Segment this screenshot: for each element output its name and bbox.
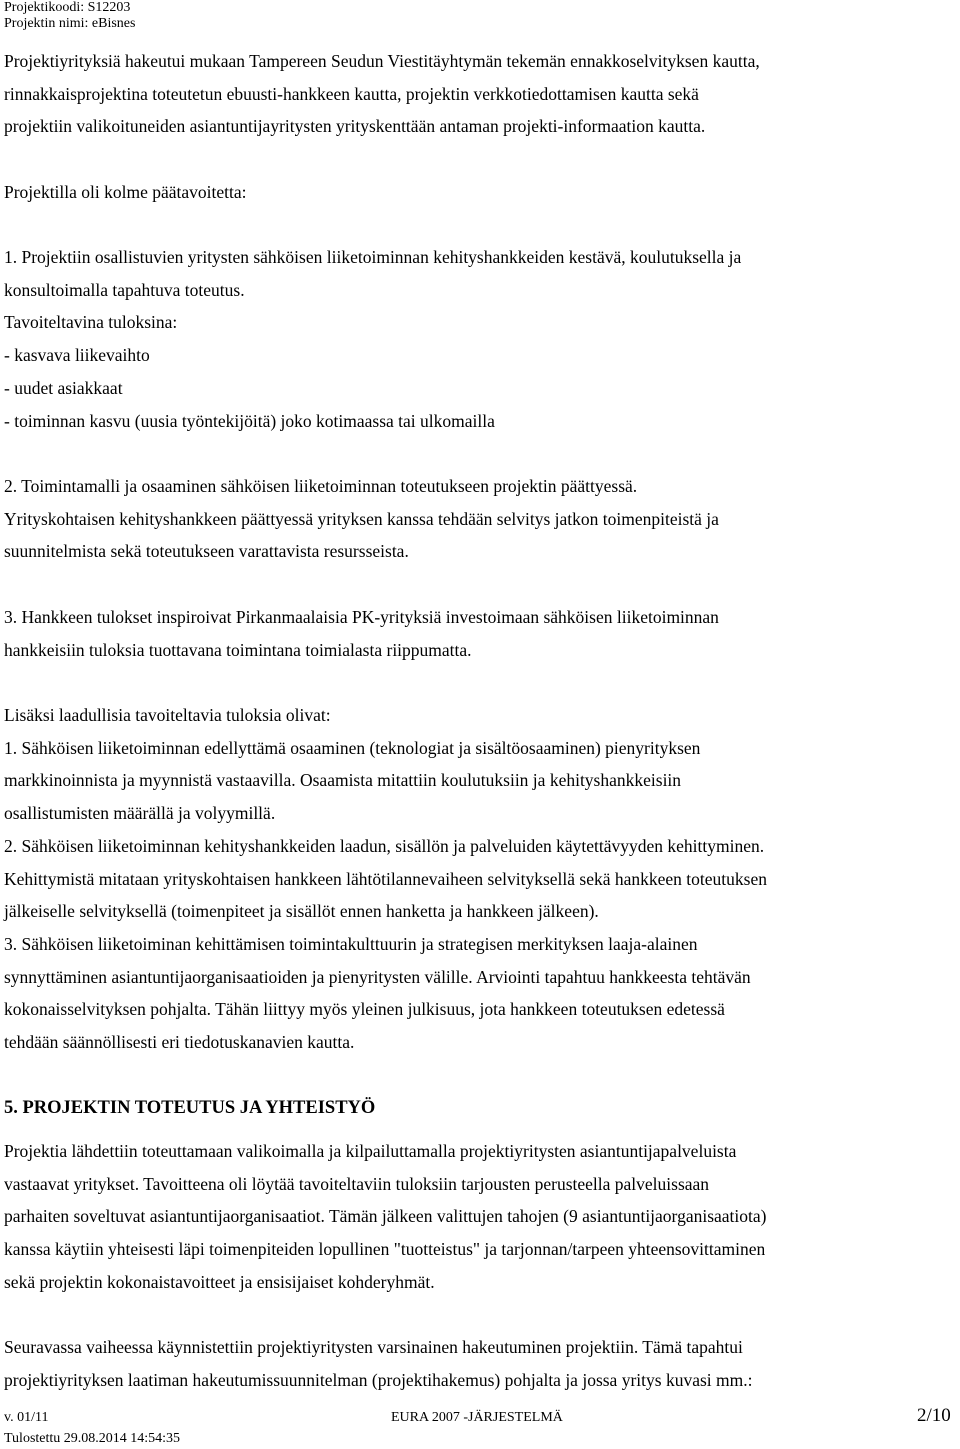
text-line: synnyttäminen asiantuntijaorganisaatioiden ja pienyritysten välille. Arviointi tapahtuu hankkeesta tehtävän [4, 966, 751, 987]
text-line: parhaiten soveltuvat asiantuntijaorganisaatiot. Tämän jälkeen valittujen tahojen (9 asiantuntijaorganisaatiota) [4, 1206, 767, 1227]
footer-version: v. 01/11 [4, 1410, 49, 1425]
page-number: 2/10 [917, 1405, 951, 1426]
section5-paragraph-2 [4, 1331, 956, 1396]
text-line: Projektiyrityksiä hakeutui mukaan Tampereen Seudun Viestitäyhtymän tekemän ennakkoselvityksen kautta, [4, 51, 760, 71]
text-line: rinnakkaisprojektina toteutetun ebuusti-hankkeen kautta, projektin verkkotiedottamisen kautta sekä [4, 83, 699, 104]
text-line: Lisäksi laadullisia tavoiteltavia tuloksia olivat: [4, 705, 331, 725]
text-line: kanssa käytiin yhteisesti läpi toimenpiteiden lopullinen "tuotteistus" ja tarjonnan/tarpeen yhteensovittaminen [4, 1239, 766, 1260]
text-line: Projektilla oli kolme päätavoitetta: [4, 182, 247, 202]
text-line: 1. Projektiin osallistuvien yritysten sähköisen liiketoiminnan kehityshankkeiden kestävä, koulutuksella ja [4, 247, 742, 267]
text-line: osallistumisten määrällä ja volyymillä. [4, 803, 276, 824]
footer-printed: Tulostettu 29.08.2014 14:54:35 [4, 1431, 181, 1446]
footer-system: EURA 2007 -JÄRJESTELMÄ [391, 1410, 563, 1425]
text-line: konsultoimalla tapahtuva toteutus. [4, 279, 245, 300]
project-name: Projektin nimi: eBisnes [4, 16, 136, 31]
text-line: 1. Sähköisen liiketoiminnan edellyttämä osaaminen (teknologiat ja sisältöosaaminen) pienyrityksen [4, 737, 701, 758]
text-line: projektiin valikoituneiden asiantuntijayritysten yrityskenttään antaman projekti-informaation kautta. [4, 116, 706, 137]
text-line: Tavoiteltavina tuloksina: [4, 312, 178, 333]
text-line: 2. Toimintamalli ja osaaminen sähköisen liiketoiminnan toteutukseen projektin päättyessä. [4, 476, 638, 496]
text-line: tehdään säännöllisesti eri tiedotuskanavien kautta. [4, 1032, 355, 1053]
text-line: kokonaisselvityksen pohjalta. Tähän liittyy myös yleinen julkisuus, jota hankkeen toteutuksen edetessä [4, 999, 725, 1020]
text-line: sekä projektin kokonaistavoitteet ja ensisijaiset kohderyhmät. [4, 1271, 435, 1292]
text-line: Projektia lähdettiin toteuttamaan valikoimalla ja kilpailuttamalla projektiyritysten asiantuntijapalveluista [4, 1141, 737, 1161]
qualitative-results [4, 699, 956, 1059]
text-line: - toiminnan kasvu (uusia työntekijöitä) joko kotimaassa tai ulkomailla [4, 410, 495, 431]
text-line: Kehittymistä mitataan yrityskohtaisen hankkeen lähtötilannevaiheen selvityksellä sekä hankkeen toteutuksen [4, 868, 767, 889]
text-line: - kasvava liikevaihto [4, 345, 150, 366]
text-line: markkinoinnista ja myynnistä vastaavilla. Osaamista mitattiin koulutuksiin ja kehityshankkeisiin [4, 770, 682, 791]
text-line: 3. Hankkeen tulokset inspiroivat Pirkanmaalaisia PK-yrityksiä investoimaan sähköisen liiketoiminnan [4, 607, 719, 627]
section-heading: 5. PROJEKTIN TOTEUTUS JA YHTEISTYÖ [4, 1098, 376, 1118]
goal-1 [4, 241, 956, 437]
text-line: Seuravassa vaiheessa käynnistettiin projektiyritysten varsinainen hakeutuminen projektiin. Tämä tapahtui [4, 1337, 743, 1357]
text-line: projektiyrityksen laatiman hakeutumissuunnitelman (projektihakemus) pohjalta ja jossa yritys kuvasi mm.: [4, 1369, 753, 1390]
text-line: vastaavat yritykset. Tavoitteena oli löytää tavoiteltaviin tuloksiin tarjousten perusteella palveluissaan [4, 1173, 710, 1194]
text-line: Yrityskohtaisen kehityshankkeen päättyessä yrityksen kanssa tehdään selvitys jatkon toimenpiteistä ja [4, 508, 719, 529]
text-line: hankkeisiin tuloksia tuottavana toimintana toimialasta riippumatta. [4, 639, 472, 660]
intro-paragraph [4, 45, 956, 143]
goals-intro [4, 176, 956, 209]
goal-3 [4, 601, 956, 666]
section5-paragraph-1 [4, 1135, 956, 1299]
project-code: Projektikoodi: S12203 [4, 0, 131, 15]
text-line: jälkeiselle selvityksellä (toimenpiteet ja sisällöt ennen hanketta ja hankkeen jälkeen). [4, 901, 599, 922]
goal-2 [4, 470, 956, 568]
text-line: 3. Sähköisen liiketoiminan kehittämisen toimintakulttuurin ja strategisen merkityksen laaja-alainen [4, 933, 698, 954]
text-line: - uudet asiakkaat [4, 377, 123, 398]
text-line: suunnitelmista sekä toteutukseen varattavista resursseista. [4, 541, 409, 562]
text-line: 2. Sähköisen liiketoiminnan kehityshankkeiden laadun, sisällön ja palveluiden käytettävyyden kehittyminen. [4, 835, 765, 856]
